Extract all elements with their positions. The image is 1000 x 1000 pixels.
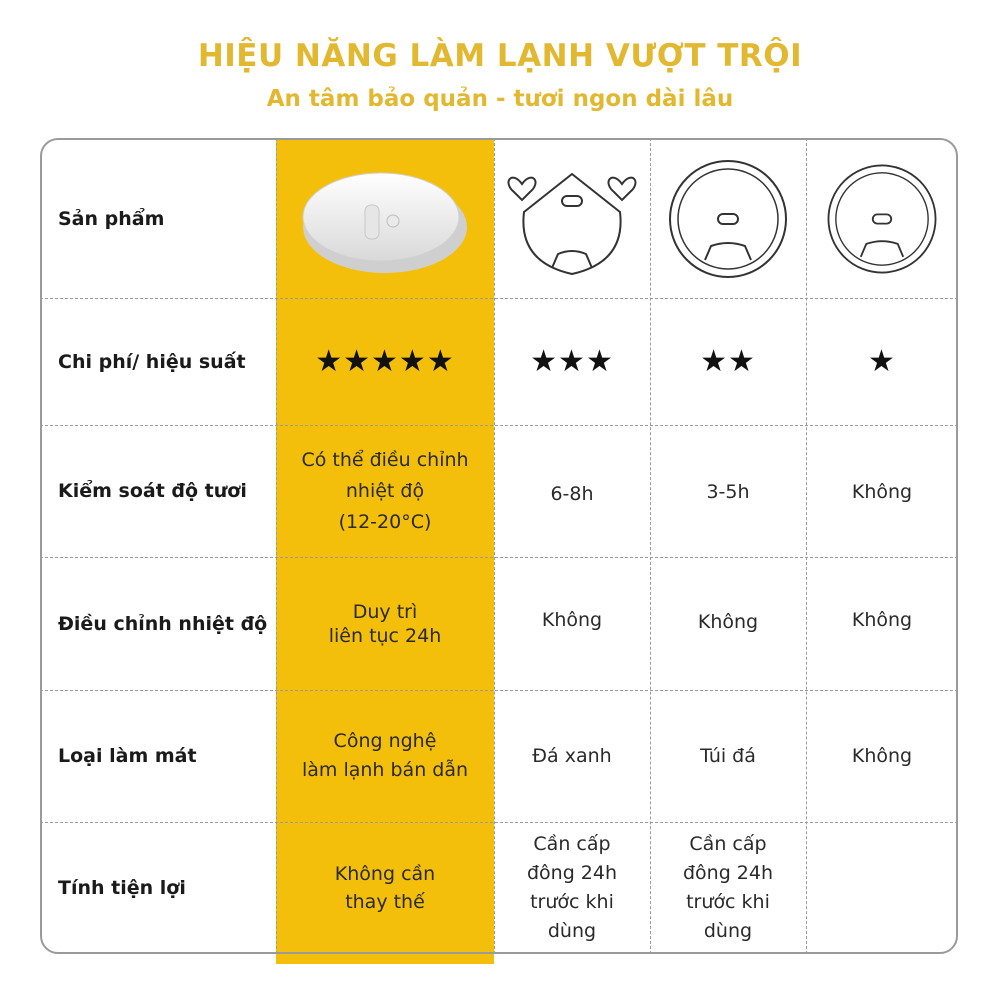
table-cell: Công nghệ làm lạnh bán dẫn <box>301 730 469 781</box>
table-cell: Không <box>851 609 913 631</box>
table-cell: Có thể điều chỉnh nhiệt độ (12-20°C) <box>301 448 469 533</box>
table-cell: Không <box>541 609 603 631</box>
heart-cooler-icon <box>494 140 650 298</box>
table-cell: Không <box>851 480 913 503</box>
table-cell: Cần cấp đông 24h trước khi dùng <box>682 833 774 942</box>
rating-stars: ★★★ <box>530 344 614 379</box>
row-label-convenience: Tính tiện lợi <box>58 877 186 899</box>
table-cell: Túi đá <box>700 744 756 767</box>
round-cooler-icon <box>806 140 958 298</box>
table-cell: 3-5h <box>706 480 750 503</box>
table-cell: Duy trì liên tục 24h <box>328 600 442 647</box>
table-cell: Cần cấp đông 24h trước khi dùng <box>526 833 618 942</box>
row-label-cooling: Loại làm mát <box>58 745 197 767</box>
table-cell: 6-8h <box>550 482 594 505</box>
round-cooler-icon <box>650 140 806 298</box>
rating-stars: ★★★★★ <box>315 344 455 379</box>
row-label-temperature: Điều chỉnh nhiệt độ <box>58 612 268 635</box>
table-cell <box>806 822 958 954</box>
row-label-product: Sản phẩm <box>58 208 165 230</box>
row-label-freshness: Kiểm soát độ tươi <box>58 480 247 502</box>
row-label-cost: Chi phí/ hiệu suất <box>58 350 246 373</box>
page-title: HIỆU NĂNG LÀM LẠNH VƯỢT TRỘI <box>197 38 803 74</box>
cooler-device-icon <box>276 140 494 298</box>
rating-stars: ★ <box>868 344 896 379</box>
table-cell: Không <box>851 744 913 767</box>
table-cell: Không <box>697 611 759 633</box>
page-subtitle: An tâm bảo quản - tươi ngon dài lâu <box>266 86 734 112</box>
table-cell: Đá xanh <box>532 744 612 767</box>
rating-stars: ★★ <box>700 344 756 379</box>
table-cell: Không cần thay thế <box>334 863 436 913</box>
